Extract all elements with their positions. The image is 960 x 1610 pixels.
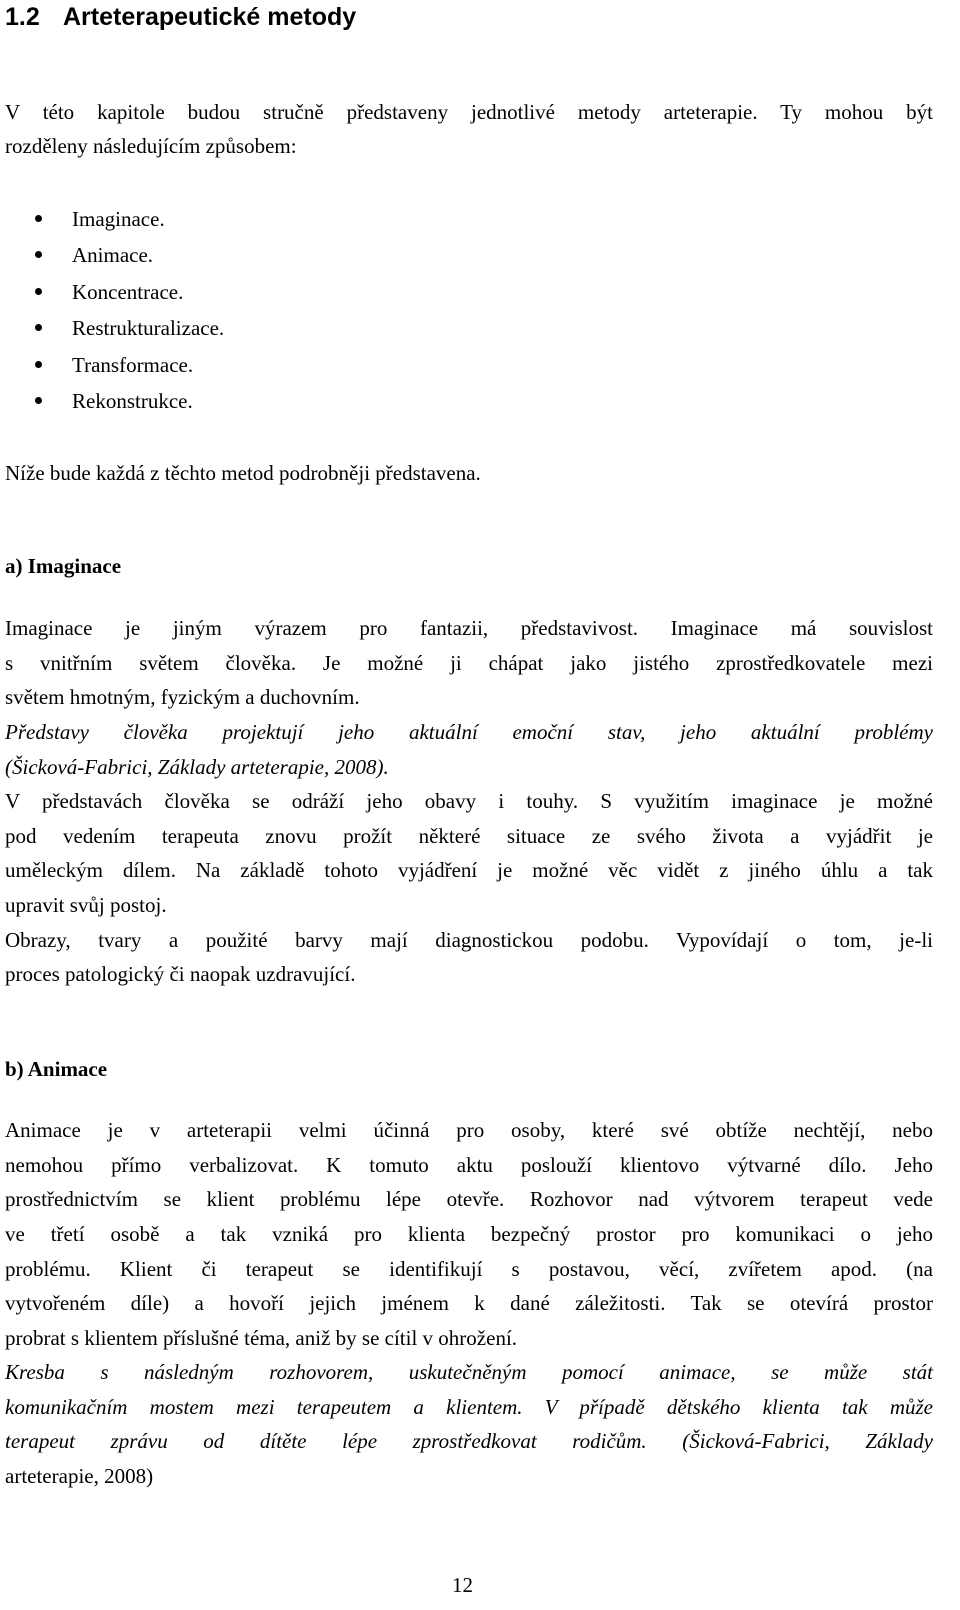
heading-number: 1.2 bbox=[5, 3, 40, 31]
text-line: vytvořeném díle) a hovoří jejich jménem k dané záležitosti. Tak se otevírá prostor bbox=[5, 1291, 933, 1315]
text-line: arteterapie, 2008) bbox=[5, 1464, 154, 1488]
intro-line-2: rozděleny následujícím způsobem: bbox=[5, 134, 297, 158]
text-line: upravit svůj postoj. bbox=[5, 893, 167, 917]
text-line: Imaginace je jiným výrazem pro fantazii, představivost. Imaginace má souvislost bbox=[5, 616, 933, 640]
text-line: terapeut zprávu od dítěte lépe zprostředkovat rodičům. (Šicková-Fabrici, Základy bbox=[5, 1429, 933, 1453]
text-line: světem hmotným, fyzickým a duchovním. bbox=[5, 685, 360, 709]
section-b-title: b) Animace bbox=[5, 1057, 108, 1081]
bullet-icon bbox=[35, 361, 42, 368]
text-line: s vnitřním světem člověka. Je možné ji chápat jako jistého zprostředkovatele mezi bbox=[5, 651, 933, 675]
text-line: V představách člověka se odráží jeho obavy i touhy. S využitím imaginace je možné bbox=[5, 789, 933, 813]
intro-line-1: V této kapitole budou stručně představeny jednotlivé metody arteterapie. Ty mohou být bbox=[5, 100, 933, 124]
text-line: Animace je v arteterapii velmi účinná pro osoby, které své obtíže nechtějí, nebo bbox=[5, 1118, 933, 1142]
below-text: Níže bude každá z těchto metod podrobněji představena. bbox=[5, 461, 481, 485]
page-number: 12 bbox=[452, 1573, 473, 1597]
bullet-icon bbox=[35, 324, 42, 331]
text-line: prostřednictvím se klient problému lépe otevře. Rozhovor nad výtvorem terapeut vede bbox=[5, 1187, 933, 1211]
text-line: (Šicková-Fabrici, Základy arteterapie, 2008). bbox=[5, 755, 389, 779]
text-line: problému. Klient či terapeut se identifikují s postavou, věcí, zvířetem apod. (na bbox=[5, 1257, 933, 1281]
bullet-icon bbox=[35, 215, 42, 222]
text-line: ve třetí osobě a tak vzniká pro klienta bezpečný prostor pro komunikaci o jeho bbox=[5, 1222, 933, 1246]
text-line: Kresba s následným rozhovorem, uskutečněným pomocí animace, se může stát bbox=[5, 1360, 933, 1384]
text-line: uměleckým dílem. Na základě tohoto vyjádření je možné věc vidět z jiného úhlu a tak bbox=[5, 858, 933, 882]
text-line: Obrazy, tvary a použité barvy mají diagnostickou podobu. Vypovídají o tom, je-li bbox=[5, 928, 933, 952]
text-line: komunikačním mostem mezi terapeutem a klientem. V případě dětského klienta tak může bbox=[5, 1395, 933, 1419]
text-line: proces patologický či naopak uzdravující. bbox=[5, 962, 356, 986]
text-line: pod vedením terapeuta znovu prožít některé situace ze svého života a vyjádřit je bbox=[5, 824, 933, 848]
text-line: probrat s klientem příslušné téma, aniž by se cítil v ohrožení. bbox=[5, 1326, 518, 1350]
section-heading bbox=[5, 2, 933, 32]
bullet-icon bbox=[35, 251, 42, 258]
bullet-icon bbox=[35, 397, 42, 404]
bullet-icon bbox=[35, 288, 42, 295]
heading-title: Arteterapeutické metody bbox=[63, 3, 357, 31]
section-a-title: a) Imaginace bbox=[5, 554, 122, 578]
text-line: nemohou přímo verbalizovat. K tomuto aktu poslouží klientovo výtvarné dílo. Jeho bbox=[5, 1153, 933, 1177]
text-line: Představy člověka projektují jeho aktuální emoční stav, jeho aktuální problémy bbox=[5, 720, 933, 744]
